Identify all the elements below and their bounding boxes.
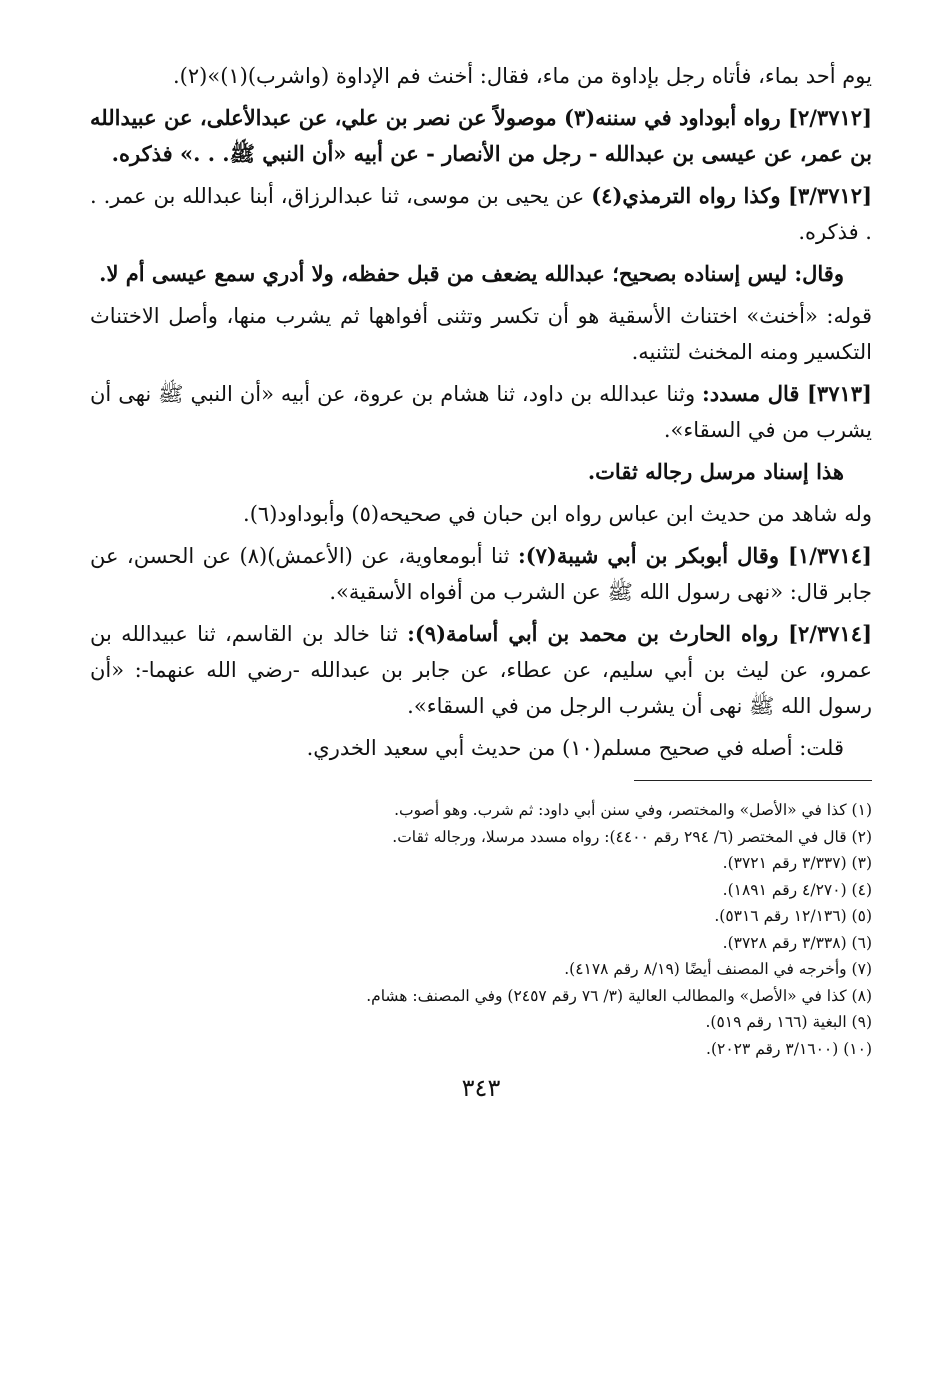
paragraph (90, 298, 872, 370)
footnote: (٨) كذا في «الأصل» والمطالب العالية (٣/ ٧٦ رقم ٢٤٥٧) وفي المصنف: هشام. (366, 986, 872, 1005)
paragraph (90, 538, 872, 610)
hadith-source: وقال أبوبكر بن أبي شيبة(٧): (517, 543, 789, 568)
paragraph-text: هذا إسناد مرسل رجاله ثقات. (587, 459, 844, 484)
hadith-chain: رواه أبوداود في سننه(٣) موصولاً عن نصر بن علي، عن عبدالأعلى، عن عبيدالله بن عمر، عن عيسى بن عبدالله - رجل من الأنصار - عن أبيه «أن النبي ﷺ. . .» فذكره. (90, 105, 872, 166)
footnote: (١) كذا في «الأصل» والمختصر، وفي سنن أبي داود: ثم شرب. وهو أصوب. (394, 801, 872, 819)
footnote: (٢) قال في المختصر (٦/ ٢٩٤ رقم ٤٤٠٠): رواه مسدد مرسلا، ورجاله ثقات. (392, 827, 872, 846)
hadith-source: وكذا رواه الترمذي(٤) (591, 183, 789, 208)
hadith-source: قال مسدد: (702, 381, 807, 406)
footnote: (٦) (٣/٣٣٨ رقم ٣٧٢٨). (722, 933, 872, 952)
footnote: (١٠) (٣/١٦٠٠ رقم ٢٠٢٣). (706, 1039, 872, 1058)
paragraph-text: وثنا عبدالله بن داود، ثنا هشام بن عروة، عن أبيه «أن النبي ﷺ نهى أن يشرب من في السقاء». (90, 382, 872, 442)
main-text (90, 58, 872, 766)
footnote: (٤) (٤/٢٧٠ رقم ١٨٩١). (722, 880, 872, 899)
paragraph-text: وقال: ليس إسناده بصحيح؛ عبدالله يضعف من قبل حفظه، ولا أدري سمع عيسى أم لا. (99, 261, 844, 286)
paragraph-text: ثنا خالد بن القاسم، ثنا عبيدالله بن عمرو، عن ليث بن أبي سليم، عن عطاء، عن جابر بن عبدالله -رضي الله عنهما-: «أن رسول الله ﷺ نهى أن يشرب الرجل من في السقاء». (90, 622, 872, 718)
paragraph-text: يوم أحد بماء، فأتاه رجل بإداوة من ماء، فقال: أخنث فم الإداوة (واشرب)(١)»(٢). (173, 64, 872, 88)
paragraph (90, 376, 872, 448)
paragraph (90, 100, 872, 172)
hadith-reference: [٢/٣٧١٢] (788, 105, 872, 130)
hadith-reference: [١/٣٧١٤] (788, 543, 872, 568)
paragraph-text: قوله: «أخنث» اختناث الأسقية هو أن تكسر وتثنى أفواهها ثم يشرب منها، وأصل الاختناث التكسير ومنه المخنث لتثنيه. (90, 304, 872, 364)
grading-paragraph (90, 256, 872, 292)
footnote: (٣) (٣/٣٣٧ رقم ٣٧٢١). (722, 854, 872, 872)
footnote: (٥) (١٢/١٣٦ رقم ٥٣١٦). (714, 907, 872, 925)
hadith-reference: [٣/٣٧١٢] (788, 183, 872, 208)
paragraph-text: ثنا أبومعاوية، عن (الأعمش)(٨) عن الحسن، عن جابر قال: «نهى رسول الله ﷺ عن الشرب من أفواه الأسقية». (90, 544, 872, 604)
book-page (90, 58, 872, 1338)
footnotes-list (90, 797, 872, 1062)
paragraph-text: وله شاهد من حديث ابن عباس رواه ابن حبان في صحيحه(٥) وأبوداود(٦). (243, 502, 872, 526)
hadith-reference: [٣٧١٣] (806, 381, 872, 406)
hadith-source: رواه الحارث بن محمد بن أبي أسامة(٩): (407, 621, 789, 646)
footnote-divider (634, 780, 872, 781)
paragraph-text: عن يحيى بن موسى، ثنا عبدالرزاق، أبنا عبدالله بن عمر. . . فذكره. (90, 184, 872, 244)
hadith-reference: [٢/٣٧١٤] (788, 621, 873, 646)
footnote: (٩) البغية (١٦٦ رقم ٥١٩). (705, 1013, 872, 1031)
paragraph (90, 616, 872, 724)
paragraph-text: قلت: أصله في صحيح مسلم(١٠) من حديث أبي سعيد الخدري. (306, 736, 844, 760)
paragraph (90, 178, 872, 250)
paragraph (90, 58, 872, 94)
grading-paragraph (90, 454, 872, 490)
footnote: (٧) وأخرجه في المصنف أيضًا (٨/١٩ رقم ٤١٧٨). (564, 960, 872, 978)
paragraph (90, 730, 872, 766)
page-number: ٣٤٣ (461, 1074, 501, 1102)
paragraph (90, 496, 872, 532)
